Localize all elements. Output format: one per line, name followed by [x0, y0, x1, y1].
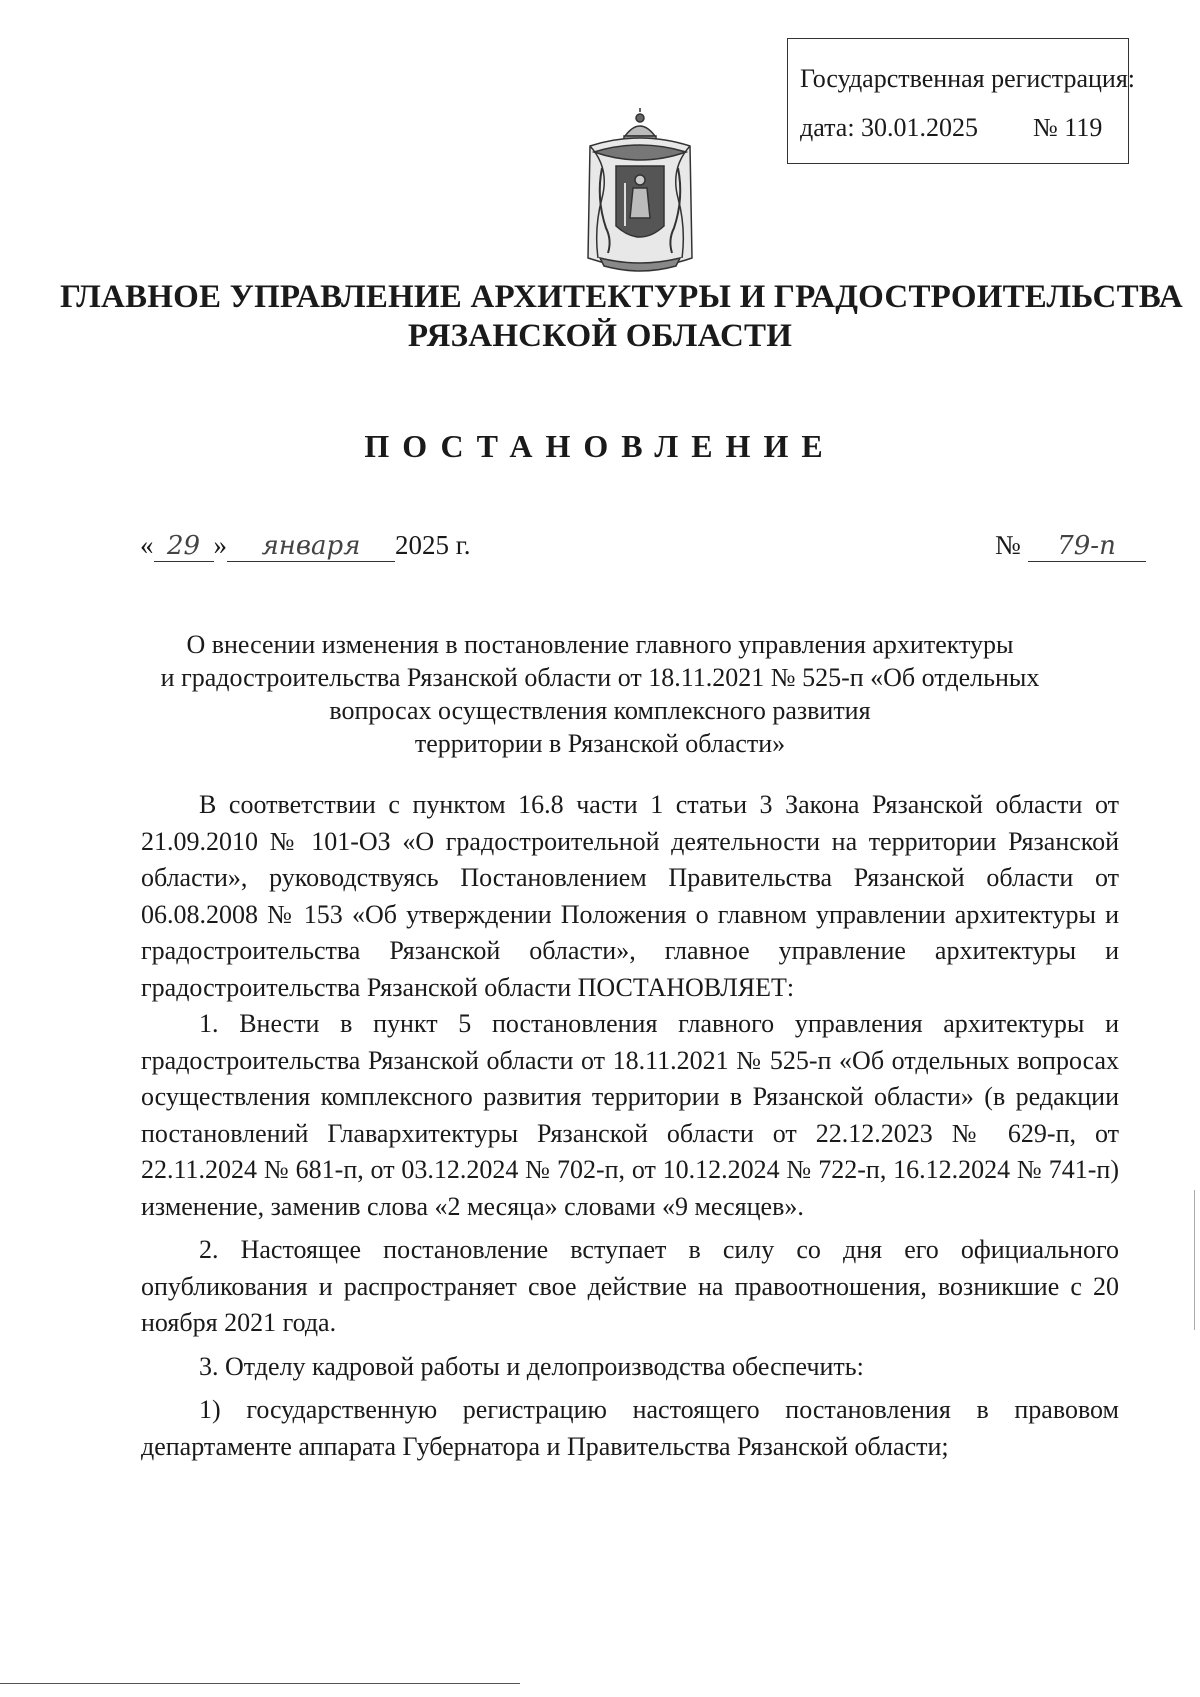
registration-number: № 119: [1033, 113, 1103, 142]
subject-line: территории в Рязанской области»: [414, 729, 786, 758]
item-2-paragraph: 2. Настоящее постановление вступает в силу со дня его официального опубликования и распространяет свое действие на правоотношения, возникшие с 20 ноября 2021 года.: [141, 1235, 1119, 1337]
ryazan-coat-of-arms-icon: [580, 108, 700, 278]
document-body: [141, 787, 1119, 1465]
registration-date: дата: 30.01.2025: [800, 113, 979, 142]
date-close-quote: »: [213, 530, 227, 560]
footer-rule: [0, 1683, 520, 1684]
subject-line: и градостроительства Рязанской области от 18.11.2021 № 525-п «Об отдельных: [160, 663, 1040, 692]
document-type-title: ПОСТАНОВЛЕНИЕ: [364, 428, 836, 464]
number-value-handwritten: 79-п: [1028, 531, 1146, 562]
registration-title: Государственная регистрация:: [800, 64, 1136, 93]
scan-edge-line: [1194, 1190, 1195, 1330]
registration-box: [787, 38, 1136, 164]
date-day-handwritten: 29: [154, 531, 214, 562]
item-1-paragraph: 1. Внести в пункт 5 постановления главного управления архитектуры и градостроительства Рязанской области от 18.11.2021 № 525-п «Об отдельных вопросах осуществления комплексного развития территории в Рязанской области» (в редакции постановлений Главархитектуры Рязанской области от 22.12.2023 № 629-п, от 22.11.2024 № 681-п, от 03.12.2024 № 702-п, от 10.12.2024 № 722-п, 16.12.2024 № 741-п) изменение, заменив слова «2 месяца» словами «9 месяцев».: [141, 1009, 1119, 1221]
document-subject: [120, 628, 1080, 760]
date-month-handwritten: января: [227, 531, 395, 562]
subject-line: О внесении изменения в постановление главного управления архитектуры: [186, 630, 1014, 659]
preamble-paragraph: В соответствии с пунктом 16.8 части 1 статьи 3 Закона Рязанской области от 21.09.2010 № 101-ОЗ «О градостроительной деятельности на территории Рязанской области», руководствуясь Постановлением Правительства Рязанской области от 06.08.2008 № 153 «Об утверждении Положения о главном управлении архитектуры и градостроительства Рязанской области», главное управление архитектуры и градостроительства Рязанской области ПОСТАНОВЛЯЕТ:: [141, 790, 1119, 1002]
document-number: [995, 530, 1146, 562]
item-3-paragraph: 3. Отделу кадровой работы и делопроизводства обеспечить:: [199, 1351, 864, 1381]
date-open-quote: «: [140, 530, 154, 560]
item-3-1-paragraph: 1) государственную регистрацию настоящего постановления в правовом департаменте аппарата Губернатора и Правительства Рязанской области;: [141, 1395, 1119, 1461]
organization-title-line2: РЯЗАНСКОЙ ОБЛАСТИ: [407, 318, 793, 354]
organization-title-line1: ГЛАВНОЕ УПРАВЛЕНИЕ АРХИТЕКТУРЫ И ГРАДОСТРОИТЕЛЬСТВА: [60, 279, 1183, 315]
number-label: №: [995, 530, 1021, 560]
date-year: 2025 г.: [395, 530, 471, 560]
subject-line: вопросах осуществления комплексного развития: [329, 696, 871, 725]
document-date: [140, 530, 471, 562]
